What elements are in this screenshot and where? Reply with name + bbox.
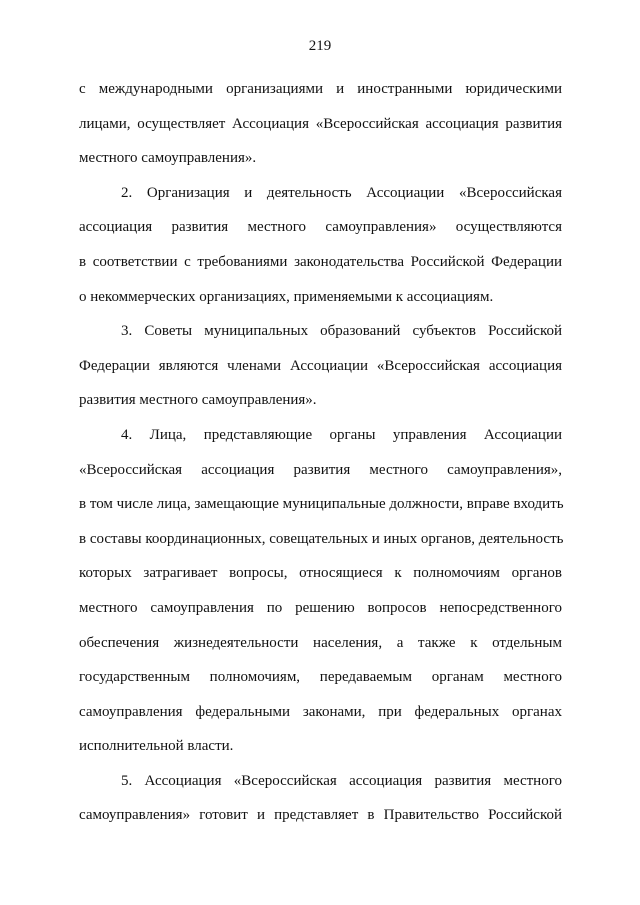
text-line: в соответствии с требованиями законодательства Российской Федерации	[79, 253, 562, 270]
text-line: в том числе лица, замещающие муниципальные должности, вправе входить	[79, 496, 564, 513]
paragraph	[79, 72, 562, 176]
text-line: ассоциация развития местного самоуправления» осуществляются	[79, 219, 562, 236]
text-line: 3. Советы муниципальных образований субъектов Российской	[121, 323, 562, 340]
text-line: в составы координационных, совещательных и иных органов, деятельность	[79, 530, 564, 547]
page-number: 219	[308, 38, 332, 54]
text-line: 5. Ассоциация «Всероссийская ассоциация развития местного	[121, 772, 562, 789]
text-line: самоуправления» готовит и представляет в Правительство Российской	[79, 807, 562, 824]
text-line: 4. Лица, представляющие органы управления Ассоциации	[121, 426, 562, 443]
text-line: местного самоуправления».	[79, 150, 257, 167]
text-line: которых затрагивает вопросы, относящиеся к полномочиям органов	[79, 565, 562, 582]
text-line: государственным полномочиям, передаваемым органам местного	[79, 669, 562, 686]
text-line: самоуправления федеральными законами, при федеральных органах	[79, 703, 562, 720]
text-line: обеспечения жизнедеятельности населения, а также к отдельным	[79, 634, 562, 651]
text-line: с международными организациями и иностранными юридическими	[79, 81, 562, 97]
paragraph	[79, 176, 562, 314]
paragraph	[79, 314, 562, 418]
text-line: исполнительной власти.	[79, 738, 234, 755]
text-line: о некоммерческих организациях, применяемыми к ассоциациям.	[79, 288, 494, 305]
text-line: местного самоуправления по решению вопросов непосредственного	[79, 599, 562, 616]
text-line: 2. Организация и деятельность Ассоциации «Всероссийская	[121, 184, 562, 201]
paragraph	[79, 418, 562, 764]
document-body	[79, 72, 562, 833]
text-line: лицами, осуществляет Ассоциация «Всероссийская ассоциация развития	[79, 115, 562, 132]
text-line: «Всероссийская ассоциация развития местного самоуправления»,	[79, 461, 562, 478]
paragraph	[79, 764, 562, 833]
text-line: Федерации являются членами Ассоциации «Всероссийская ассоциация	[79, 357, 562, 374]
text-line: развития местного самоуправления».	[79, 392, 317, 409]
